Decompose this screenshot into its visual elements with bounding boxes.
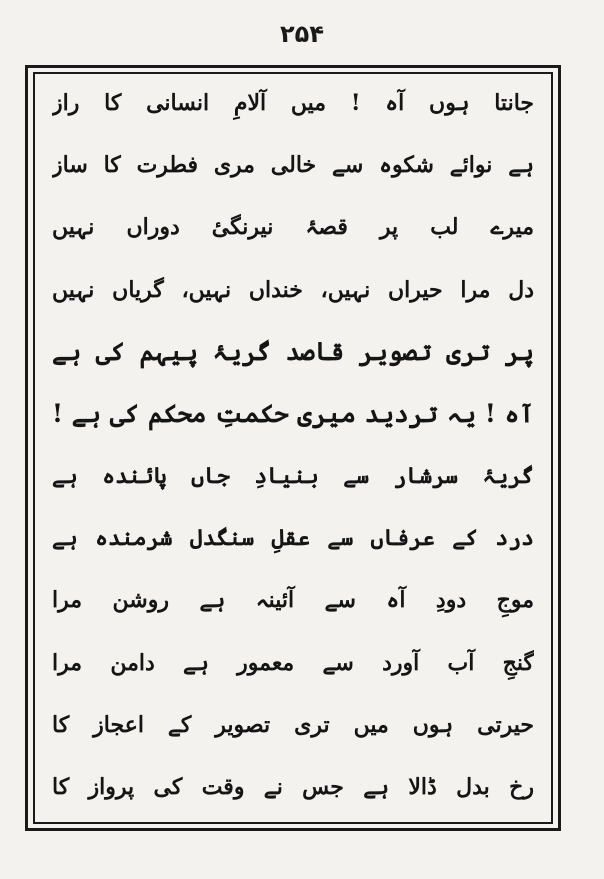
- poem-line-6: آہ ! یہ تردید میری حکمتِ محکم کی ہے !: [52, 398, 534, 428]
- poem-line-3: میرے لب پر قصۂ نیرنگیٔ دوراں نہیں: [52, 214, 534, 241]
- poem-line-11: حیرتی ہوں میں تری تصویر کے اعجاز کا: [52, 711, 534, 738]
- poem-line-4: دل مرا حیراں نہیں، خنداں نہیں، گریاں نہیں: [52, 276, 534, 303]
- poem-line-7: گریۂ سرشار سے بنیادِ جاں پائندہ ہے: [52, 463, 534, 490]
- page-number: ۲۵۴: [280, 20, 324, 48]
- poem-line-10: گنجِ آب آورد سے معمور ہے دامن مرا: [52, 649, 534, 676]
- poem-line-5: پر تری تصویر قاصد گریۂ پیہم کی ہے: [52, 336, 534, 366]
- poem-line-8: درد کے عرفاں سے عقلِ سنگدل شرمندہ ہے: [52, 525, 534, 552]
- poem-line-12: رخ بدل ڈالا ہے جس نے وقت کی پرواز کا: [52, 773, 534, 800]
- poem-line-1: جانتا ہوں آہ ! میں آلامِ انسانی کا راز: [52, 90, 534, 116]
- poem-body: [52, 82, 534, 808]
- poem-line-2: ہے نوائے شکوہ سے خالی مری فطرت کا ساز: [52, 152, 534, 179]
- poem-line-9: موجِ دودِ آہ سے آئینہ ہے روشن مرا: [52, 587, 534, 614]
